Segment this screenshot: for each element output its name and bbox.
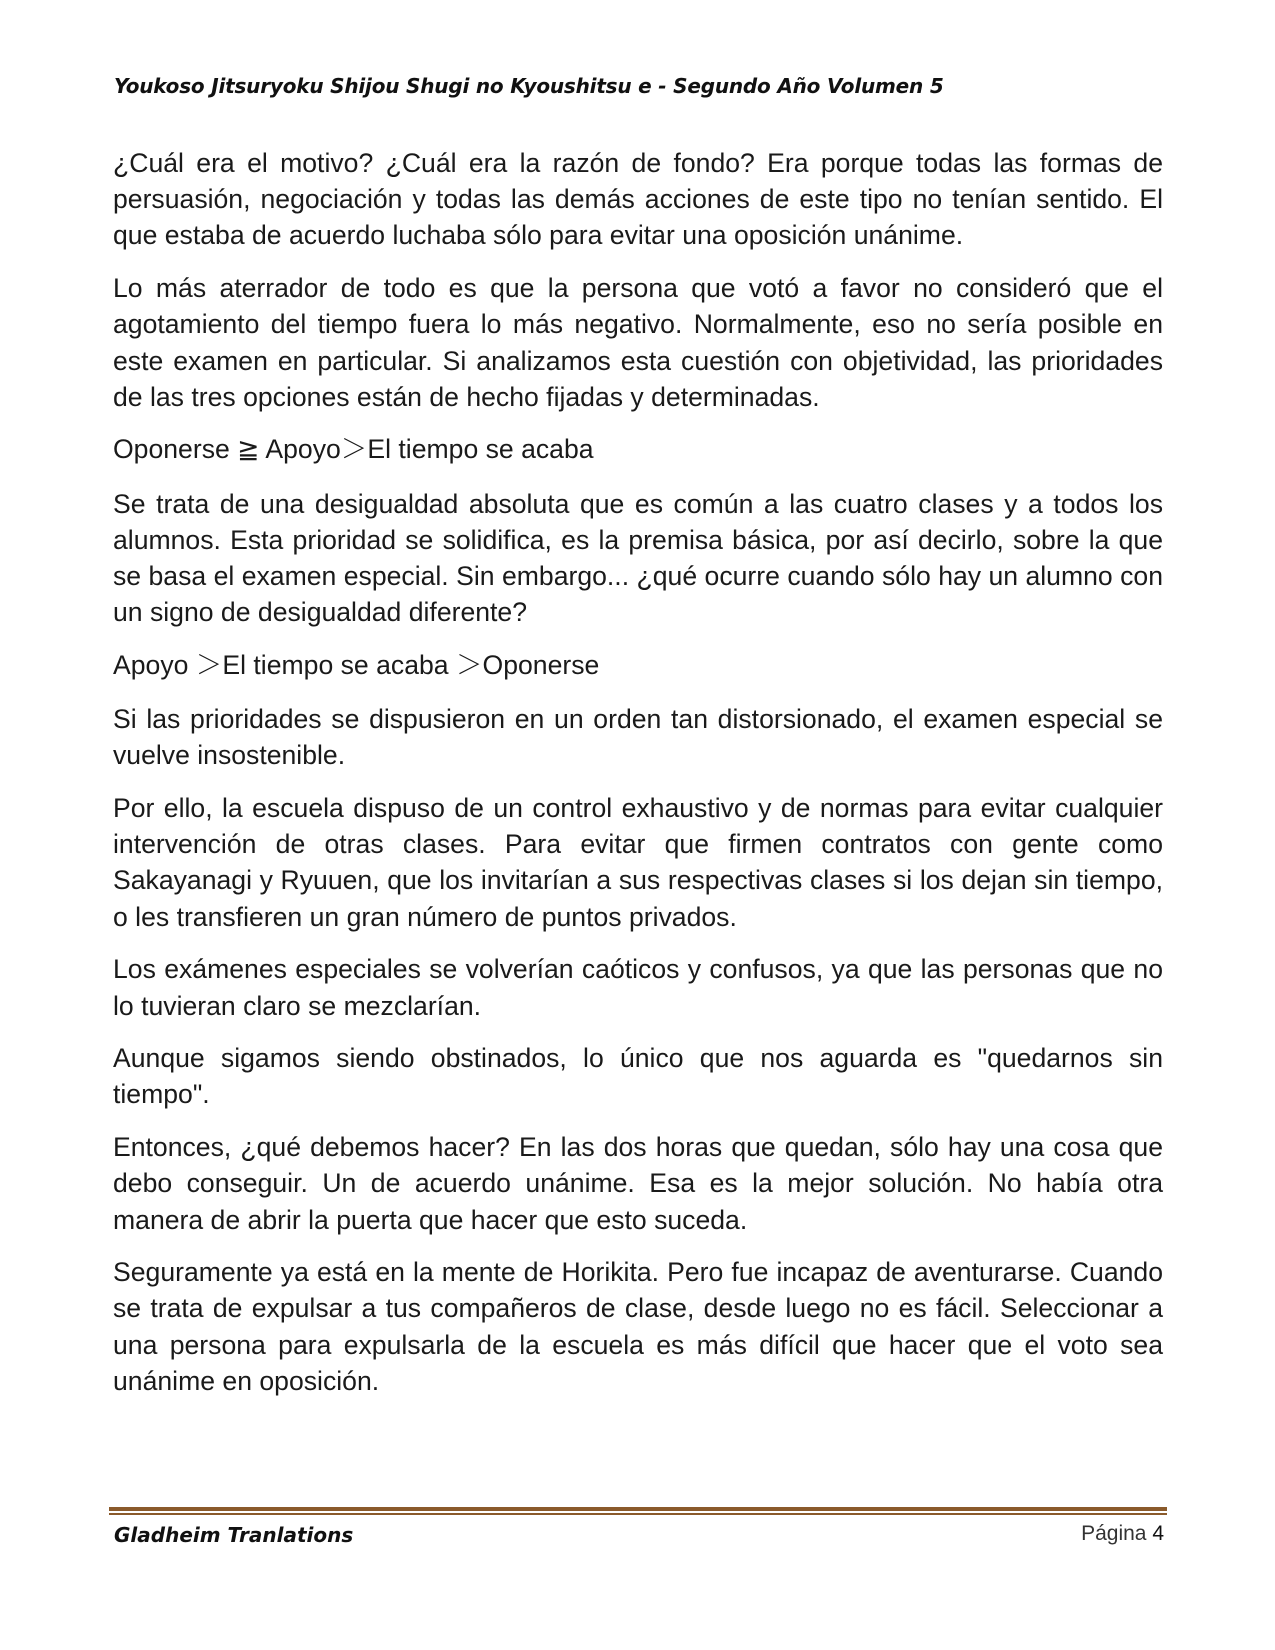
- page-label: Página: [1081, 1522, 1147, 1545]
- footer-credit: Gladheim Tranlations: [114, 1523, 354, 1547]
- paragraph-3: Se trata de una desigualdad absoluta que es común a las cuatro clases y a todos los alumnos. Esta prioridad se solidifica, es la premisa básica, por así decirlo, sobre la que se basa el examen especial. Sin embargo... ¿qué ocurre cuando sólo hay un alumno con un signo de desigualdad diferente?: [113, 488, 1163, 628]
- paragraph-7: Aunque sigamos siendo obstinados, lo único que nos aguarda es "quedarnos sin tiempo".: [113, 1043, 1163, 1110]
- footer-divider-thin: [109, 1513, 1167, 1515]
- paragraph-6: Los exámenes especiales se volverían caóticos y confusos, ya que las personas que no lo tuvieran claro se mezclarían.: [113, 954, 1163, 1021]
- paragraph-1: ¿Cuál era el motivo? ¿Cuál era la razón de fondo? Era porque todas las formas de persuasión, negociación y todas las demás acciones de este tipo no tenían sentido. El que estaba de acuerdo luchaba sólo para evitar una oposición unánime.: [113, 148, 1163, 251]
- page-number: 4: [1152, 1522, 1164, 1545]
- inequality-line-2: Apoyo ＞El tiempo se acaba ＞Oponerse: [113, 649, 600, 680]
- inequality-line-1: Oponerse ≧ Apoyo＞El tiempo se acaba: [113, 434, 594, 465]
- page-number-block: [1081, 1522, 1164, 1546]
- running-header-title: Youkoso Jitsuryoku Shijou Shugi no Kyoushitsu e - Segundo Año Volumen 5: [114, 74, 944, 98]
- paragraph-2: Lo más aterrador de todo es que la persona que votó a favor no consideró que el agotamiento del tiempo fuera lo más negativo. Normalmente, eso no sería posible en este examen en particular. Si analizamos esta cuestión con objetividad, las prioridades de las tres opciones están de hecho fijadas y determinadas.: [113, 273, 1163, 412]
- paragraph-5: Por ello, la escuela dispuso de un control exhaustivo y de normas para evitar cualquier intervención de otras clases. Para evitar que firmen contratos con gente como Sakayanagi y Ryuuen, que los invitarían a sus respectivas clases si los dejan sin tiempo, o les transfieren un gran número de puntos privados.: [113, 793, 1163, 932]
- footer-divider: [109, 1507, 1167, 1515]
- paragraph-9: Seguramente ya está en la mente de Horikita. Pero fue incapaz de aventurarse. Cuando se trata de expulsar a tus compañeros de clase, desde luego no es fácil. Seleccionar a una persona para expulsarla de la escuela es más difícil que hacer que el voto sea unánime en oposición.: [113, 1257, 1163, 1396]
- paragraph-4: Si las prioridades se dispusieron en un orden tan distorsionado, el examen especial se vuelve insostenible.: [113, 704, 1163, 771]
- footer-divider-thick: [109, 1507, 1167, 1511]
- body-text: [113, 145, 1163, 1416]
- paragraph-8: Entonces, ¿qué debemos hacer? En las dos horas que quedan, sólo hay una cosa que debo conseguir. Un de acuerdo unánime. Esa es la mejor solución. No había otra manera de abrir la puerta que hacer que esto suceda.: [113, 1132, 1163, 1235]
